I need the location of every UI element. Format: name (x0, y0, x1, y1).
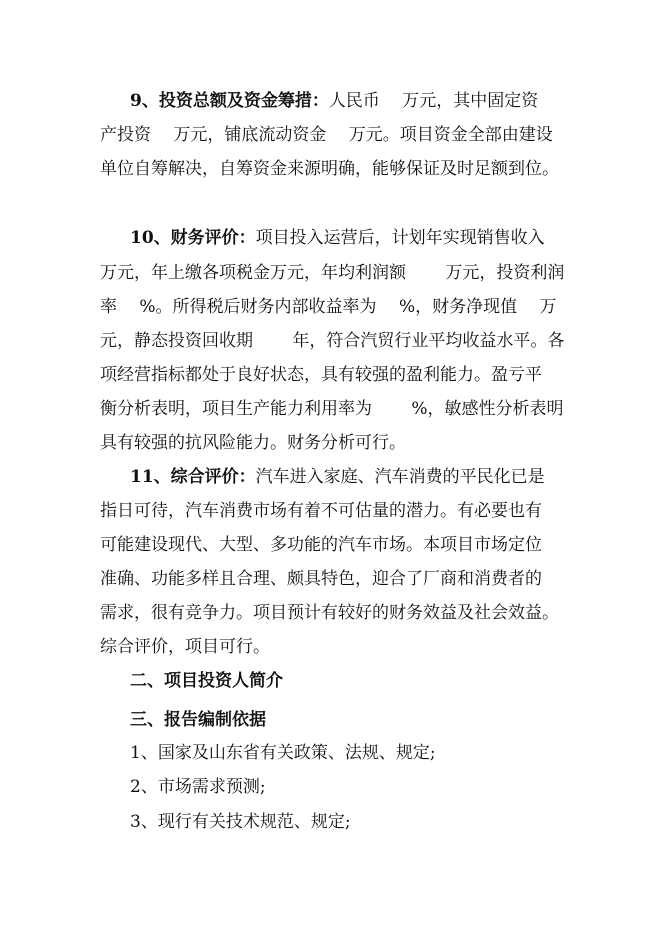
s10-text-1: 项目投入运营后，计划年实现销售收入 (255, 228, 545, 248)
part3-item-2: 2、市场需求预测; (130, 777, 266, 797)
s10-line-7: 具有较强的抗风险能力。财务分析可行。 (100, 433, 406, 453)
s11-line-3: 可能建设现代、大型、多功能的汽车市场。本项目市场定位 (100, 535, 542, 555)
s11-line-1 (130, 466, 662, 488)
s9-text-1: 人民币 万元，其中固定资 (328, 91, 539, 111)
s10-line-4: 元，静态投资回收期 年，符合汽贸行业平均收益水平。各 (100, 331, 565, 351)
s10-line-1 (130, 227, 662, 249)
s11-line-2: 指日可待，汽车消费市场有着不可估量的潜力。有必要也有 (100, 501, 542, 521)
s10-line-6: 衡分析表明，项目生产能力利用率为 %，敏感性分析表明 (100, 399, 564, 419)
s11-line-6: 综合评价，项目可行。 (100, 637, 270, 657)
s9-line-2: 产投资 万元，铺底流动资金 万元。项目资金全部由建设 (100, 125, 553, 145)
s9-line-1 (130, 90, 662, 112)
s10-line-5: 项经营指标都处于良好状态，具有较强的盈利能力。盈亏平 (100, 365, 542, 385)
s11-text-1: 汽车进入家庭、汽车消费的平民化已是 (255, 467, 545, 487)
s9-line-3: 单位自筹解决，自筹资金来源明确，能够保证及时足额到位。 (100, 159, 559, 179)
s11-line-5: 需求，很有竞争力。项目预计有较好的财务效益及社会效益。 (100, 603, 559, 623)
part3-item-1: 1、国家及山东省有关政策、法规、规定; (130, 743, 436, 763)
s9-heading: 9、投资总额及资金筹措： (130, 91, 329, 111)
s10-line-2: 万元，年上缴各项税金万元，年均利润额 万元，投资利润 (100, 263, 565, 283)
s10-heading: 10、财务评价： (130, 228, 256, 248)
part2-heading: 二、项目投资人简介 (130, 671, 283, 691)
s10-line-3: 率 %。所得税后财务内部收益率为 %，财务净现值 万 (100, 297, 557, 317)
part3-item-3: 3、现行有关技术规范、规定; (130, 812, 351, 832)
s11-line-4: 准确、功能多样且合理、颇具特色，迎合了厂商和消费者的 (100, 569, 542, 589)
part3-heading: 三、报告编制依据 (130, 710, 266, 730)
s11-heading: 11、综合评价： (130, 467, 256, 487)
